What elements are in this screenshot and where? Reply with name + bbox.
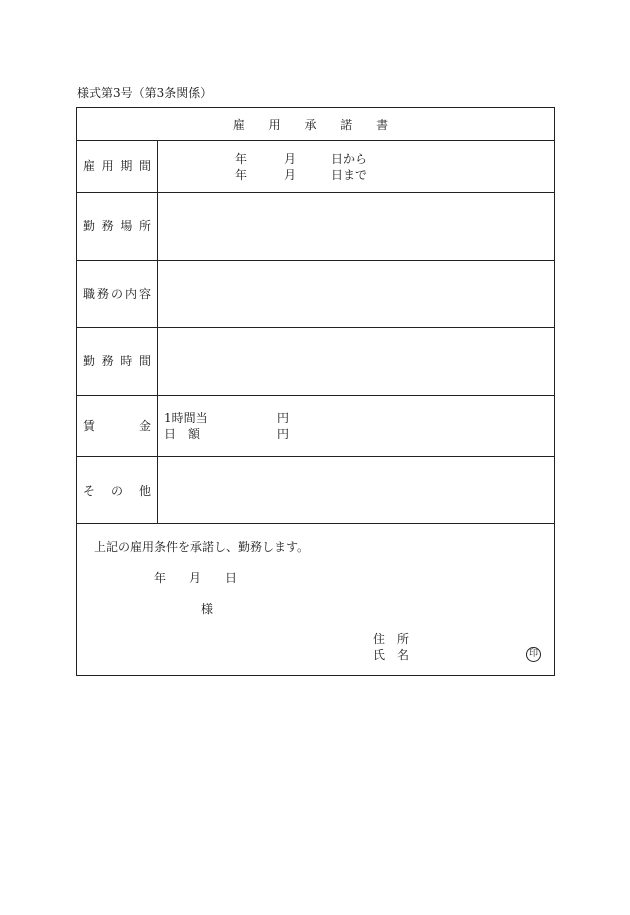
wage-daily-label: 日 額 [164,427,201,441]
label-workplace: 勤 務 場 所 [83,219,151,233]
label-other: そ の 他 [83,484,151,498]
period-end-year: 年 [235,168,248,182]
period-end-month: 月 [284,168,297,182]
label-working-hours: 勤 務 時 間 [83,354,151,368]
divider [77,327,554,328]
divider [77,395,554,396]
period-start-day: 日から [331,152,368,166]
divider [77,192,554,193]
form-title: 雇 用 承 諾 書 [232,118,399,132]
wage-daily-unit: 円 [277,427,290,441]
label-duties: 職 務 の 内 容 [83,287,151,301]
consent-form-table [76,107,555,676]
period-end-day: 日まで [331,168,368,182]
divider [77,260,554,261]
declaration-date-year: 年 [154,571,167,585]
declaration-statement: 上記の雇用条件を承諾し、勤務します。 [94,540,310,554]
seal-mark-icon: 印 [526,647,541,662]
declaration-date-month: 月 [189,571,202,585]
label-employment-period: 雇 用 期 間 [83,159,151,173]
divider [77,140,554,141]
label-wage: 賃 金 [83,419,151,433]
divider [77,523,554,524]
address-label: 住 所 [373,632,410,646]
divider [77,456,554,457]
column-divider [157,140,158,523]
declaration-date-day: 日 [225,571,238,585]
wage-hourly-unit: 円 [277,411,290,425]
addressee-suffix: 様 [201,602,214,616]
period-start-month: 月 [284,152,297,166]
name-label: 氏 名 [373,648,410,662]
form-number: 様式第3号（第3条関係） [77,86,213,100]
period-start-year: 年 [235,152,248,166]
wage-hourly-label: 1時間当 [164,411,208,425]
